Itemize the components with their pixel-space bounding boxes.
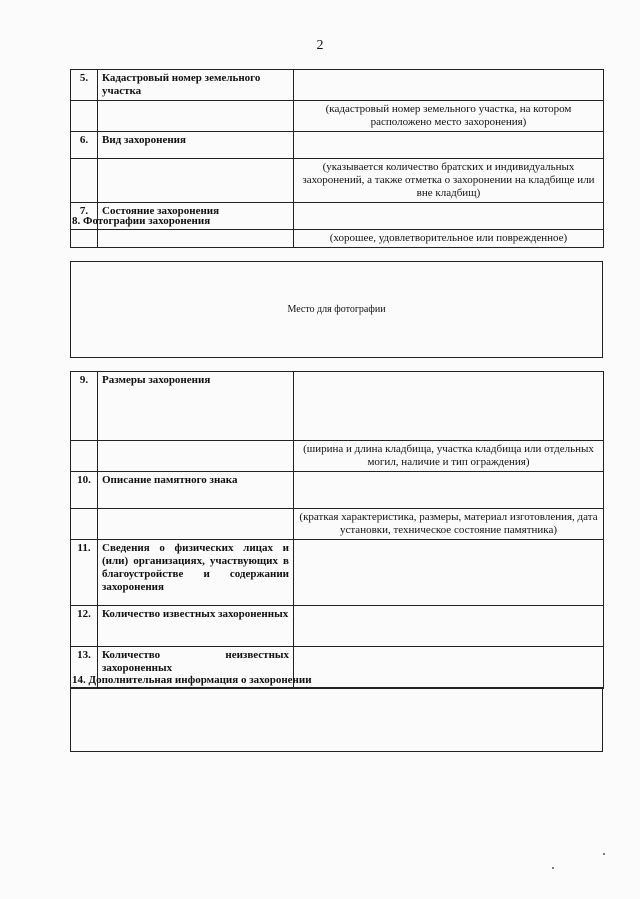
row-7-hint-row	[71, 230, 604, 248]
row-10-value[interactable]	[294, 472, 604, 509]
row-7-number: 7.	[71, 203, 98, 230]
row-9-label: Размеры захоронения	[98, 372, 294, 441]
row-6-hint-row	[71, 159, 604, 203]
row-10-number: 10.	[71, 472, 98, 509]
row-5-number: 5.	[71, 70, 98, 101]
row-6-label: Вид захоронения	[98, 132, 294, 159]
row-9-hint-label-cell	[98, 441, 294, 472]
row-11-label: Сведения о физических лицах и (или) организациях, участвующих в благоустройстве и содержании захоронения	[98, 540, 294, 606]
row-6	[71, 132, 604, 159]
row-5	[71, 70, 604, 101]
row-7-hint-num-cell	[71, 230, 98, 248]
row-6-value[interactable]	[294, 132, 604, 159]
row-11	[71, 540, 604, 606]
row-10-hint: (краткая характеристика, размеры, материал изготовления, дата установки, техническое состояние памятника)	[294, 509, 604, 540]
row-12	[71, 606, 604, 647]
row-6-hint: (указывается количество братских и индивидуальных захоронений, а также отметка о захоронении на кладбище или вне кладбищ)	[294, 159, 604, 203]
row-10-label: Описание памятного знака	[98, 472, 294, 509]
row-6-hint-label-cell	[98, 159, 294, 203]
row-10-hint-row	[71, 509, 604, 540]
scan-speck-2	[603, 853, 605, 855]
row-5-value[interactable]	[294, 70, 604, 101]
row-5-hint: (кадастровый номер земельного участка, на котором расположено место захоронения)	[294, 101, 604, 132]
row-5-hint-num-cell	[71, 101, 98, 132]
row-7-hint: (хорошее, удовлетворительное или поврежденное)	[294, 230, 604, 248]
photo-placeholder-box[interactable]	[70, 261, 603, 358]
row-13-value[interactable]	[294, 647, 604, 689]
row-10-hint-num-cell	[71, 509, 98, 540]
page-number: 2	[316, 38, 324, 53]
row-6-number: 6.	[71, 132, 98, 159]
section-8-heading: 8. Фотографии захоронения	[72, 215, 211, 227]
row-13-label: Количество неизвестных захороненных	[98, 647, 294, 689]
table-bottom	[70, 371, 604, 689]
additional-info-box[interactable]	[70, 687, 603, 752]
section-14-heading: 14. Дополнительная информация о захоронении	[72, 674, 312, 686]
row-6-hint-num-cell	[71, 159, 98, 203]
row-5-label: Кадастровый номер земельного участка	[98, 70, 294, 101]
row-10	[71, 472, 604, 509]
row-12-number: 12.	[71, 606, 98, 647]
row-12-label: Количество известных захороненных	[98, 606, 294, 647]
row-13-number: 13.	[71, 647, 98, 689]
row-9-hint: (ширина и длина кладбища, участка кладбища или отдельных могил, наличие и тип ограждения)	[294, 441, 604, 472]
row-11-value[interactable]	[294, 540, 604, 606]
row-9-value[interactable]	[294, 372, 604, 441]
photo-placeholder-text: Место для фотографии	[287, 304, 386, 315]
scan-speck-1	[552, 867, 554, 869]
row-9-number: 9.	[71, 372, 98, 441]
row-7-hint-label-cell	[98, 230, 294, 248]
row-7-value[interactable]	[294, 203, 604, 230]
row-9	[71, 372, 604, 441]
row-10-hint-label-cell	[98, 509, 294, 540]
row-7-label: Состояние захоронения	[98, 203, 294, 230]
row-5-hint-label-cell	[98, 101, 294, 132]
row-9-hint-row	[71, 441, 604, 472]
row-12-value[interactable]	[294, 606, 604, 647]
row-5-hint-row	[71, 101, 604, 132]
row-9-hint-num-cell	[71, 441, 98, 472]
row-11-number: 11.	[71, 540, 98, 606]
